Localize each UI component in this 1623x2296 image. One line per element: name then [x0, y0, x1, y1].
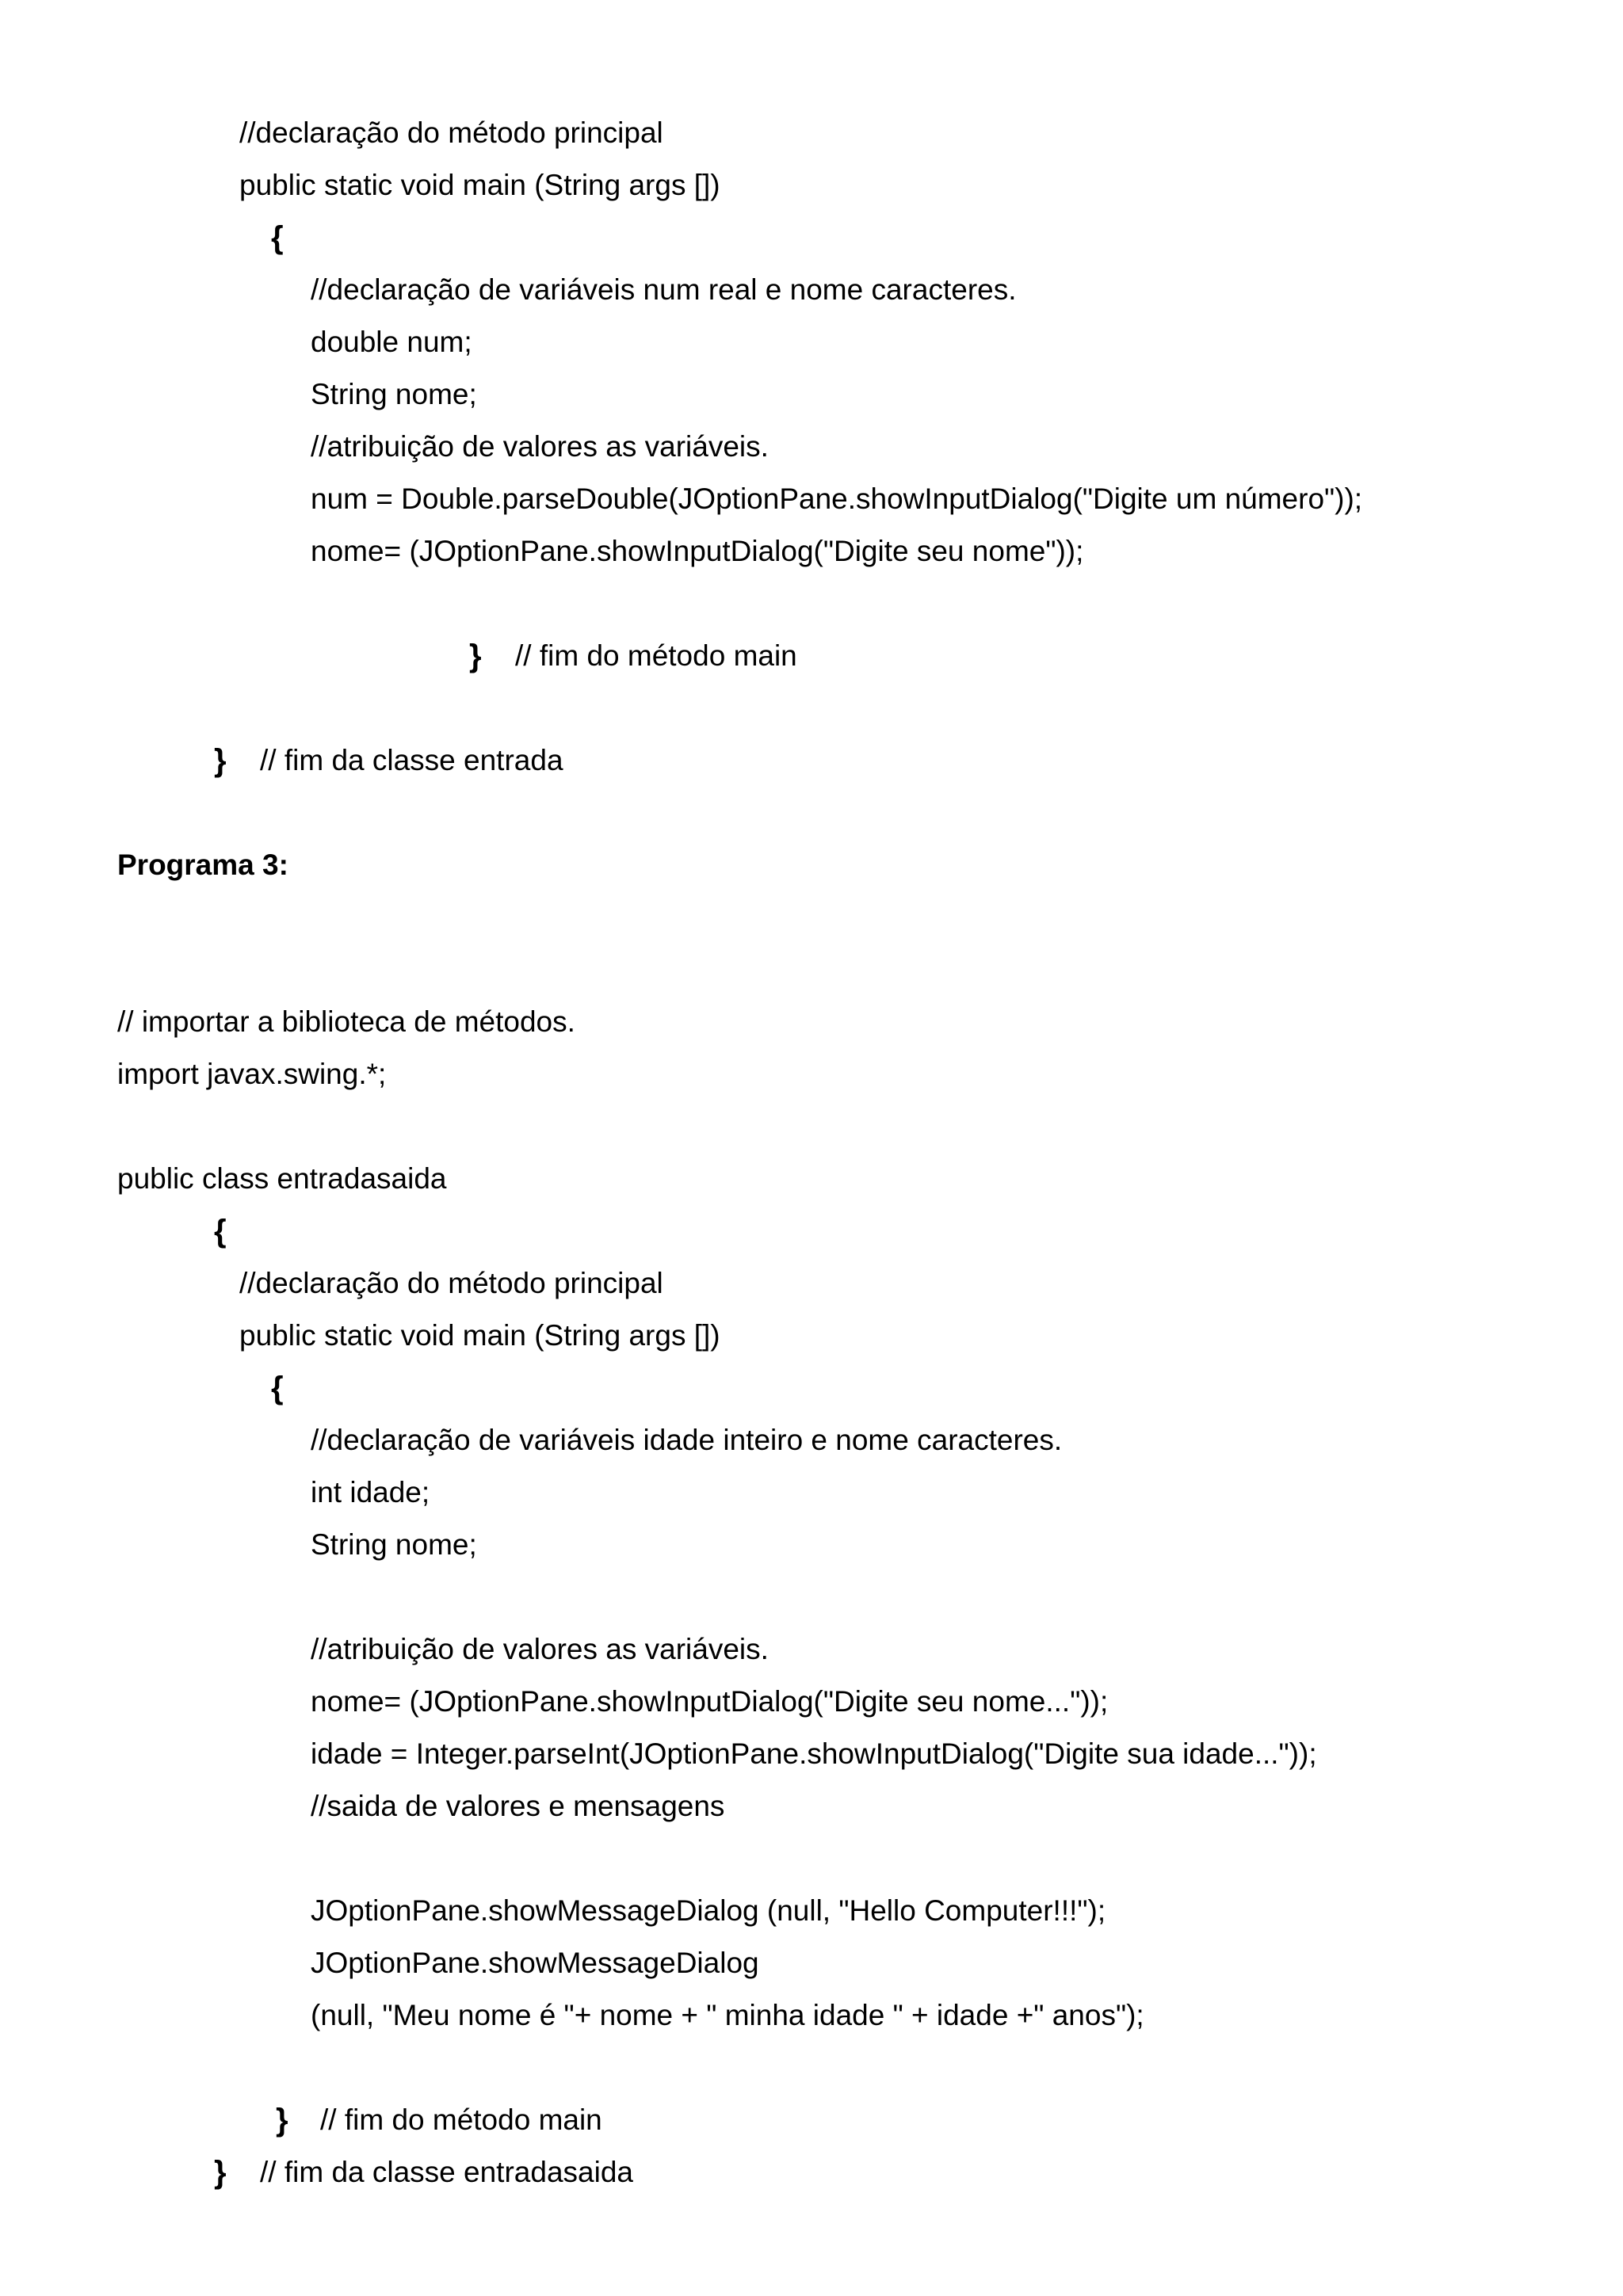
code-line: int idade; [311, 1476, 430, 1508]
code-line: JOptionPane.showMessageDialog [311, 1947, 759, 1979]
comment-output: //saida de valores e mensagens [311, 1790, 725, 1822]
code-line: idade = Integer.parseInt(JOptionPane.showInputDialog("Digite sua idade...")); [311, 1737, 1317, 1770]
main-close-brace: } [469, 639, 482, 673]
main-open-brace: { [271, 220, 284, 255]
comment-main-declaration: //declaração do método principal [239, 1267, 663, 1299]
comment-end-class: // fim da classe entradasaida [260, 2156, 633, 2188]
class-close-brace: } [214, 2155, 227, 2190]
comment-main-declaration: //declaração do método principal [239, 116, 663, 149]
code-line: nome= (JOptionPane.showInputDialog("Digite seu nome...")); [311, 1685, 1109, 1718]
comment-variable-declaration: //declaração de variáveis num real e nome caracteres. [311, 273, 1017, 306]
class-open-brace: { [214, 1214, 227, 1249]
code-line: JOptionPane.showMessageDialog (null, "Hello Computer!!!"); [311, 1894, 1106, 1927]
comment-end-main: // fim do método main [515, 639, 797, 672]
main-open-brace: { [271, 1371, 284, 1405]
comment-end-main: // fim do método main [320, 2103, 602, 2136]
comment-variable-declaration: //declaração de variáveis idade inteiro e nome caracteres. [311, 1424, 1063, 1456]
main-close-brace: } [276, 2103, 288, 2138]
comment-assignment: //atribuição de valores as variáveis. [311, 430, 769, 463]
section-heading: Programa 3: [117, 849, 288, 881]
code-line: String nome; [311, 1528, 477, 1561]
comment-import: // importar a biblioteca de métodos. [117, 1005, 575, 1038]
comment-end-class: // fim da classe entrada [260, 744, 563, 776]
class-close-brace: } [214, 743, 227, 778]
code-line: num = Double.parseDouble(JOptionPane.showInputDialog("Digite um número")); [311, 482, 1363, 515]
code-line: (null, "Meu nome é "+ nome + " minha idade " + idade +" anos"); [311, 1999, 1144, 2031]
code-line: import javax.swing.*; [117, 1058, 387, 1090]
class-declaration: public class entradasaida [117, 1162, 447, 1195]
comment-assignment: //atribuição de valores as variáveis. [311, 1633, 769, 1665]
code-line: String nome; [311, 378, 477, 410]
main-method-signature: public static void main (String args []) [239, 169, 720, 201]
code-line: double num; [311, 326, 472, 358]
code-line: nome= (JOptionPane.showInputDialog("Digite seu nome")); [311, 535, 1084, 567]
main-method-signature: public static void main (String args []) [239, 1319, 720, 1352]
